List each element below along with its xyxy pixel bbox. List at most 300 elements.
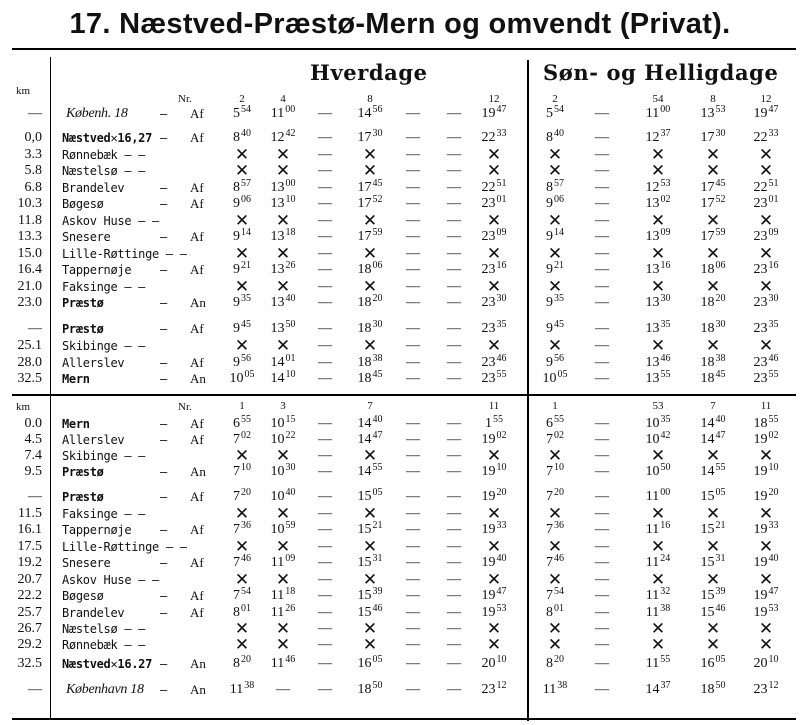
row-station: Snesere (62, 230, 111, 244)
time-cell: — (447, 605, 461, 620)
time-cell: $8^{40}$ (546, 128, 564, 145)
time-cell: $8^{20}$ (233, 654, 251, 671)
row-arr-dep: An (190, 682, 206, 697)
time-cell: ✕ (650, 277, 666, 296)
time-cell: $10^{30}$ (270, 462, 296, 479)
time-cell: — (447, 637, 461, 652)
train-number: 12 (488, 93, 500, 105)
time-cell: — (318, 246, 332, 261)
bottom-rule (12, 718, 796, 720)
time-cell: ✕ (758, 161, 774, 180)
time-cell: — (318, 229, 332, 244)
time-cell: — (595, 637, 609, 652)
time-cell: $8^{01}$ (546, 603, 564, 620)
time-cell: ✕ (234, 277, 250, 296)
row-station: Københ. 18 (66, 106, 128, 121)
time-cell: — (595, 416, 609, 431)
time-cell: $23^{16}$ (753, 260, 779, 277)
time-cell: $14^{55}$ (700, 462, 726, 479)
row-leader: — (160, 490, 167, 504)
time-cell: ✕ (758, 537, 774, 556)
time-cell: ✕ (547, 277, 563, 296)
time-cell: $10^{35}$ (645, 414, 671, 431)
row-leader: — (160, 322, 167, 336)
time-cell: — (447, 147, 461, 162)
row-km: 4.5 (24, 432, 42, 447)
time-cell: ✕ (758, 635, 774, 654)
time-cell: — (406, 355, 420, 370)
row-station: Faksinge — — (62, 507, 146, 521)
row-station: Bøgesø (62, 589, 104, 603)
train-number: 53 (652, 400, 664, 412)
row-km: 28.0 (17, 355, 42, 370)
time-cell: $23^{01}$ (753, 194, 779, 211)
time-cell: ✕ (234, 145, 250, 164)
time-cell: $11^{00}$ (645, 104, 671, 121)
row-arr-dep: An (190, 464, 206, 479)
time-cell: ✕ (275, 446, 291, 465)
time-cell: $9^{06}$ (546, 194, 564, 211)
time-cell: $9^{06}$ (233, 194, 251, 211)
time-cell: ✕ (758, 244, 774, 263)
time-cell: $10^{59}$ (270, 520, 296, 537)
row-station: Præstø (62, 465, 104, 479)
time-cell: ✕ (362, 570, 378, 589)
time-cell: — (406, 656, 420, 671)
time-cell: $15^{46}$ (700, 603, 726, 620)
row-km: — (28, 682, 42, 697)
row-station: Skibinge — — (62, 339, 146, 353)
time-cell: ✕ (486, 277, 502, 296)
time-cell: — (447, 656, 461, 671)
sunday-column-divider (527, 60, 529, 721)
row-arr-dep: An (190, 371, 206, 386)
time-cell: $13^{09}$ (645, 227, 671, 244)
time-cell: ✕ (705, 446, 721, 465)
row-leader: — (160, 606, 167, 620)
train-number: 11 (488, 400, 500, 412)
time-cell: $18^{50}$ (700, 680, 726, 697)
row-km: — (28, 489, 42, 504)
time-cell: ✕ (362, 211, 378, 230)
time-cell: ✕ (234, 244, 250, 263)
row-leader: — (160, 433, 167, 447)
time-cell: — (318, 489, 332, 504)
time-cell: — (318, 621, 332, 636)
time-cell: — (595, 572, 609, 587)
time-cell: $11^{00}$ (270, 104, 296, 121)
row-station: Rønnebæk — — (62, 638, 146, 652)
time-cell: ✕ (547, 619, 563, 638)
time-cell: ✕ (547, 211, 563, 230)
row-km: 3.3 (24, 147, 42, 162)
row-leader: — (160, 107, 167, 121)
time-cell: $15^{05}$ (700, 487, 726, 504)
time-cell: — (595, 522, 609, 537)
time-cell: $19^{47}$ (481, 104, 507, 121)
row-leader: — (160, 683, 167, 697)
time-cell: $7^{36}$ (546, 520, 564, 537)
time-cell: $22^{51}$ (753, 178, 779, 195)
row-station: Næstelsø — — (62, 164, 146, 178)
time-cell: — (447, 464, 461, 479)
time-cell: $9^{45}$ (546, 319, 564, 336)
row-km: 32.5 (17, 371, 42, 386)
time-cell: $19^{47}$ (753, 586, 779, 603)
time-cell: $22^{51}$ (481, 178, 507, 195)
row-km: 17.5 (17, 539, 42, 554)
time-cell: $8^{57}$ (233, 178, 251, 195)
train-number: 1 (552, 400, 558, 412)
time-cell: — (447, 338, 461, 353)
time-cell: ✕ (362, 336, 378, 355)
time-cell: $11^{16}$ (645, 520, 671, 537)
row-km: 5.8 (24, 163, 42, 178)
time-cell: $18^{38}$ (700, 353, 726, 370)
time-cell: — (406, 621, 420, 636)
time-cell: ✕ (758, 211, 774, 230)
row-km: 29.2 (17, 637, 42, 652)
time-cell: $7^{10}$ (546, 462, 564, 479)
row-km: 11.5 (18, 506, 42, 521)
time-cell: ✕ (275, 277, 291, 296)
time-cell: — (447, 279, 461, 294)
row-arr-dep: Af (190, 130, 204, 145)
time-cell: ✕ (650, 537, 666, 556)
time-cell: ✕ (547, 446, 563, 465)
time-cell: — (595, 539, 609, 554)
row-leader: — (160, 372, 167, 386)
time-cell: — (406, 213, 420, 228)
time-cell: $11^{24}$ (645, 553, 671, 570)
time-cell: — (406, 106, 420, 121)
time-cell: — (595, 180, 609, 195)
time-cell: ✕ (275, 570, 291, 589)
time-cell: — (406, 464, 420, 479)
time-cell: $13^{46}$ (645, 353, 671, 370)
time-cell: $15^{21}$ (700, 520, 726, 537)
time-cell: ✕ (234, 619, 250, 638)
time-cell: — (318, 464, 332, 479)
time-cell: — (406, 147, 420, 162)
row-km: 26.7 (17, 621, 42, 636)
row-arr-dep: Af (190, 262, 204, 277)
time-cell: $23^{46}$ (753, 353, 779, 370)
time-cell: $23^{30}$ (481, 293, 507, 310)
row-km: 9.5 (24, 464, 42, 479)
time-cell: $11^{46}$ (270, 654, 296, 671)
time-cell: — (318, 682, 332, 697)
time-cell: $15^{39}$ (357, 586, 383, 603)
time-cell: — (406, 432, 420, 447)
time-cell: ✕ (705, 570, 721, 589)
row-station: Lille-Røttinge — — (62, 540, 187, 554)
time-cell: — (447, 448, 461, 463)
time-cell: — (406, 180, 420, 195)
time-cell: ✕ (486, 537, 502, 556)
time-cell: ✕ (234, 211, 250, 230)
time-cell: $19^{02}$ (753, 430, 779, 447)
row-station: Mern (62, 372, 90, 386)
time-cell: $13^{35}$ (645, 319, 671, 336)
row-station: Allerslev (62, 356, 125, 370)
row-leader: — (160, 356, 167, 370)
time-cell: — (406, 588, 420, 603)
time-cell: $15^{31}$ (700, 553, 726, 570)
row-arr-dep: Af (190, 229, 204, 244)
row-km: 25.1 (17, 338, 42, 353)
time-cell: $9^{56}$ (233, 353, 251, 370)
time-cell: — (406, 489, 420, 504)
time-cell: ✕ (758, 570, 774, 589)
time-cell: ✕ (486, 211, 502, 230)
time-cell: $7^{20}$ (233, 487, 251, 504)
time-cell: $17^{45}$ (357, 178, 383, 195)
time-cell: $12^{37}$ (645, 128, 671, 145)
time-cell: $22^{33}$ (481, 128, 507, 145)
time-cell: $23^{09}$ (753, 227, 779, 244)
time-cell: $15^{05}$ (357, 487, 383, 504)
time-cell: — (447, 246, 461, 261)
row-arr-dep: Af (190, 489, 204, 504)
time-cell: $13^{16}$ (645, 260, 671, 277)
time-cell: — (318, 130, 332, 145)
time-cell: — (318, 555, 332, 570)
time-cell: $18^{50}$ (357, 680, 383, 697)
time-cell: $18^{30}$ (700, 319, 726, 336)
time-cell: ✕ (486, 635, 502, 654)
time-cell: — (595, 489, 609, 504)
time-cell: — (595, 464, 609, 479)
time-cell: — (318, 605, 332, 620)
time-cell: $19^{40}$ (481, 553, 507, 570)
time-cell: — (447, 213, 461, 228)
time-cell: — (318, 448, 332, 463)
row-km: 21.0 (17, 279, 42, 294)
time-cell: ✕ (650, 570, 666, 589)
time-cell: — (406, 539, 420, 554)
row-arr-dep: Af (190, 588, 204, 603)
time-cell: ✕ (486, 446, 502, 465)
train-number: 8 (367, 93, 373, 105)
time-cell: $18^{30}$ (357, 319, 383, 336)
time-cell: ✕ (758, 504, 774, 523)
time-cell: $18^{06}$ (357, 260, 383, 277)
train-number: 12 (760, 93, 772, 105)
row-leader: — (160, 523, 167, 537)
row-km: 20.7 (17, 572, 42, 587)
train-number: 7 (710, 400, 716, 412)
row-station: Præstø (62, 490, 104, 504)
time-cell: $11^{00}$ (645, 487, 671, 504)
time-cell: — (447, 262, 461, 277)
time-cell: — (595, 371, 609, 386)
time-cell: $19^{47}$ (753, 104, 779, 121)
time-cell: ✕ (275, 161, 291, 180)
time-cell: $7^{54}$ (546, 586, 564, 603)
time-cell: $10^{40}$ (270, 487, 296, 504)
time-cell: $10^{42}$ (645, 430, 671, 447)
time-cell: ✕ (486, 336, 502, 355)
time-cell: $22^{33}$ (753, 128, 779, 145)
time-cell: ✕ (705, 336, 721, 355)
time-cell: — (447, 621, 461, 636)
time-cell: $17^{45}$ (700, 178, 726, 195)
time-cell: — (595, 656, 609, 671)
time-cell: $16^{05}$ (700, 654, 726, 671)
time-cell: — (447, 106, 461, 121)
time-cell: $8^{40}$ (233, 128, 251, 145)
row-arr-dep: Af (190, 180, 204, 195)
time-cell: $13^{40}$ (270, 293, 296, 310)
time-cell: ✕ (758, 619, 774, 638)
time-cell: — (318, 539, 332, 554)
time-cell: $15^{31}$ (357, 553, 383, 570)
row-station: Allerslev (62, 433, 125, 447)
train-number-label: Nr. (178, 93, 192, 105)
time-cell: ✕ (705, 211, 721, 230)
row-leader: — (160, 589, 167, 603)
time-cell: ✕ (362, 145, 378, 164)
time-cell: $17^{52}$ (700, 194, 726, 211)
row-station: Askov Huse — — (62, 214, 159, 228)
time-cell: $11^{09}$ (270, 553, 296, 570)
time-cell: $23^{55}$ (753, 369, 779, 386)
time-cell: ✕ (486, 504, 502, 523)
time-cell: $18^{20}$ (700, 293, 726, 310)
time-cell: $6^{55}$ (546, 414, 564, 431)
time-cell: ✕ (650, 244, 666, 263)
time-cell: — (595, 605, 609, 620)
time-cell: ✕ (362, 504, 378, 523)
time-cell: $16^{05}$ (357, 654, 383, 671)
km-header: km (16, 401, 31, 413)
time-cell: ✕ (547, 635, 563, 654)
time-cell: $15^{46}$ (357, 603, 383, 620)
time-cell: $14^{10}$ (270, 369, 296, 386)
time-cell: — (447, 572, 461, 587)
time-cell: — (318, 147, 332, 162)
row-station: Mern (62, 417, 90, 431)
time-cell: — (595, 432, 609, 447)
time-cell: — (406, 229, 420, 244)
time-cell: — (447, 355, 461, 370)
time-cell: — (595, 506, 609, 521)
time-cell: ✕ (758, 145, 774, 164)
time-cell: ✕ (650, 619, 666, 638)
time-cell: ✕ (234, 336, 250, 355)
time-cell: $14^{56}$ (357, 104, 383, 121)
row-leader: — (160, 181, 167, 195)
time-cell: ✕ (234, 161, 250, 180)
time-cell: ✕ (275, 336, 291, 355)
time-cell: ✕ (705, 635, 721, 654)
time-cell: — (595, 262, 609, 277)
time-cell: $8^{20}$ (546, 654, 564, 671)
row-km: — (28, 106, 42, 121)
time-cell: — (595, 163, 609, 178)
time-cell: ✕ (650, 161, 666, 180)
time-cell: — (318, 506, 332, 521)
time-cell: — (406, 321, 420, 336)
time-cell: $7^{46}$ (233, 553, 251, 570)
time-cell: $20^{10}$ (481, 654, 507, 671)
row-arr-dep: Af (190, 196, 204, 211)
time-cell: $19^{20}$ (753, 487, 779, 504)
time-cell: ✕ (650, 211, 666, 230)
time-cell: ✕ (705, 244, 721, 263)
time-cell: ✕ (705, 619, 721, 638)
time-cell: — (595, 106, 609, 121)
row-station: Askov Huse — — (62, 573, 159, 587)
row-km: 6.8 (24, 180, 42, 195)
time-cell: $11^{18}$ (270, 586, 296, 603)
time-cell: $23^{01}$ (481, 194, 507, 211)
time-cell: $17^{59}$ (357, 227, 383, 244)
time-cell: $18^{38}$ (357, 353, 383, 370)
time-cell: ✕ (705, 161, 721, 180)
time-cell: $13^{18}$ (270, 227, 296, 244)
row-leader: — (160, 417, 167, 431)
time-cell: $9^{21}$ (546, 260, 564, 277)
time-cell: $23^{12}$ (481, 680, 507, 697)
top-rule (12, 48, 796, 50)
time-cell: — (318, 321, 332, 336)
train-number: 2 (552, 93, 558, 105)
time-cell: — (318, 262, 332, 277)
time-cell: — (595, 229, 609, 244)
time-cell: — (406, 522, 420, 537)
time-cell: $18^{20}$ (357, 293, 383, 310)
time-cell: ✕ (362, 537, 378, 556)
time-cell: $5^{54}$ (233, 104, 251, 121)
time-cell: — (318, 637, 332, 652)
time-cell: $13^{55}$ (645, 369, 671, 386)
row-km: 13.3 (17, 229, 42, 244)
time-cell: — (318, 295, 332, 310)
time-cell: $14^{47}$ (357, 430, 383, 447)
train-number-label: Nr. (178, 401, 192, 413)
time-cell: $10^{05}$ (229, 369, 255, 386)
time-cell: ✕ (362, 446, 378, 465)
time-cell: $9^{56}$ (546, 353, 564, 370)
time-cell: — (595, 621, 609, 636)
row-station: Snesere (62, 556, 111, 570)
time-cell: — (447, 163, 461, 178)
row-km: 19.2 (17, 555, 42, 570)
time-cell: — (406, 682, 420, 697)
train-number: 3 (280, 400, 286, 412)
time-cell: $14^{55}$ (357, 462, 383, 479)
time-cell: — (595, 295, 609, 310)
time-cell: — (595, 682, 609, 697)
time-cell: $23^{30}$ (753, 293, 779, 310)
time-cell: $13^{53}$ (700, 104, 726, 121)
time-cell: $8^{01}$ (233, 603, 251, 620)
time-cell: $9^{45}$ (233, 319, 251, 336)
time-cell: — (406, 506, 420, 521)
time-cell: $13^{30}$ (645, 293, 671, 310)
row-km: 0,0 (24, 130, 42, 145)
time-cell: $10^{50}$ (645, 462, 671, 479)
time-cell: ✕ (362, 277, 378, 296)
time-cell: — (406, 295, 420, 310)
time-cell: — (406, 572, 420, 587)
row-arr-dep: An (190, 295, 206, 310)
time-cell: — (447, 229, 461, 244)
time-cell: ✕ (275, 635, 291, 654)
row-station: Faksinge — — (62, 280, 146, 294)
